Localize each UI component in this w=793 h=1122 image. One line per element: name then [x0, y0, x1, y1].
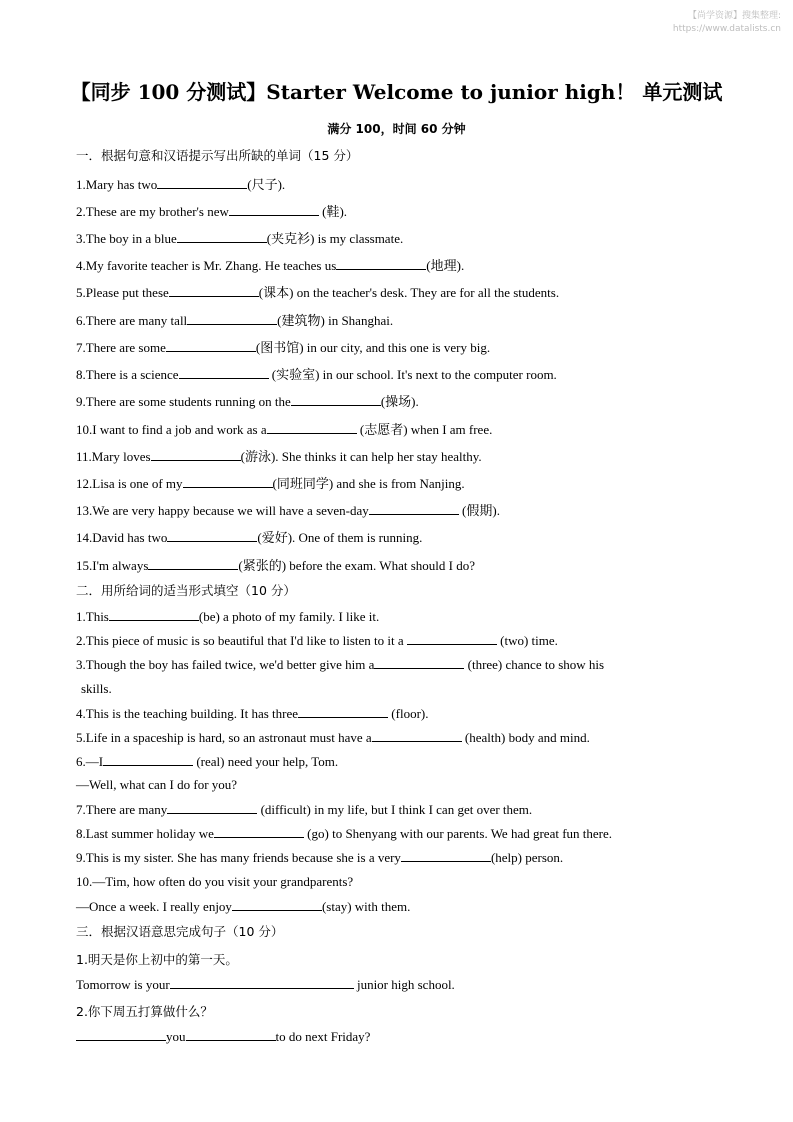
question-line: 9.There are some students running on the (操场). — [76, 394, 419, 409]
question-line: 7.There are many (difficult) in my life, but I think I can get over them. — [76, 802, 533, 817]
question-line: 3.Though the boy has failed twice, we'd better give him a (three) chance to show his — [76, 657, 605, 672]
answer-blank[interactable] — [109, 608, 199, 621]
section-2-heading: 二．用所给词的适当形式填空（10 分） — [76, 583, 296, 598]
question-line: 5.Life in a spaceship is hard, so an astronaut must have a (health) body and mind. — [76, 730, 590, 745]
answer-blank[interactable] — [103, 753, 193, 766]
question-line: 4.My favorite teacher is Mr. Zhang. He teaches us (地理). — [76, 258, 465, 273]
page-subtitle: 满分 100，时间 60 分钟 — [327, 122, 466, 136]
question-line: you to do next Friday? — [76, 1028, 370, 1045]
chinese-prompt: 2.你下周五打算做什么？ — [76, 1004, 213, 1019]
question-line: 1.This (be) a photo of my family. I like it. — [76, 609, 380, 624]
answer-blank[interactable] — [157, 176, 247, 189]
page-title: 【同步 100 分测试】Starter Welcome to junior high！ 单元测试 — [70, 80, 723, 104]
answer-blank[interactable] — [151, 448, 241, 461]
chinese-prompt: 1.明天是你上初中的第一天。 — [76, 952, 238, 967]
answer-blank[interactable] — [401, 849, 491, 862]
question-line: 9.This is my sister. She has many friends because she is a very (help) person. — [76, 850, 564, 865]
question-line: 8.Last summer holiday we (go) to Shenyang with our parents. We had great fun there. — [76, 826, 613, 841]
answer-blank[interactable] — [291, 393, 381, 406]
answer-blank[interactable] — [267, 421, 357, 434]
answer-blank[interactable] — [169, 284, 259, 297]
watermark-line-2: https://www.datalists.cn — [672, 24, 781, 34]
answer-blank[interactable] — [177, 230, 267, 243]
question-line: 6.—I (real) need your help, Tom. — [76, 754, 339, 769]
answer-blank[interactable] — [407, 632, 497, 645]
question-line: 8.There is a science (实验室) in our school. It's next to the computer room. — [76, 367, 557, 382]
answer-blank[interactable] — [170, 976, 354, 989]
question-line: 1.Mary has two (尺子). — [76, 177, 286, 192]
answer-blank[interactable] — [374, 656, 464, 669]
answer-blank[interactable] — [166, 339, 256, 352]
watermark — [673, 10, 781, 36]
question-line: —Once a week. I really enjoy (stay) with them. — [76, 899, 411, 914]
answer-blank[interactable] — [336, 257, 426, 270]
question-line: 14.David has two (爱好). One of them is running. — [76, 530, 423, 545]
question-line: 3.The boy in a blue (夹克衫) is my classmate. — [76, 231, 404, 246]
question-line: 13.We are very happy because we will have a seven-day (假期). — [76, 503, 500, 518]
answer-blank[interactable] — [232, 898, 322, 911]
dialogue-line: —Well, what can I do for you? — [76, 777, 238, 792]
question-line: 7.There are some (图书馆) in our city, and this one is very big. — [76, 340, 491, 355]
question-line: 5.Please put these (课本) on the teacher's desk. They are for all the students. — [76, 285, 560, 300]
answer-blank[interactable] — [186, 1028, 276, 1041]
answer-blank[interactable] — [183, 475, 273, 488]
question-line: 11.Mary loves (游泳). She thinks it can help her stay healthy. — [76, 449, 482, 464]
answer-blank[interactable] — [372, 729, 462, 742]
answer-blank[interactable] — [229, 203, 319, 216]
section-1-heading: 一．根据句意和汉语提示写出所缺的单词（15 分） — [76, 148, 359, 163]
question-line: 10.I want to find a job and work as a (志愿者) when I am free. — [76, 422, 493, 437]
question-line: 2.This piece of music is so beautiful that I'd like to listen to it a (two) time. — [76, 633, 558, 648]
answer-blank[interactable] — [214, 825, 304, 838]
answer-blank[interactable] — [298, 705, 388, 718]
answer-blank[interactable] — [167, 529, 257, 542]
answer-blank[interactable] — [167, 801, 257, 814]
answer-blank[interactable] — [369, 502, 459, 515]
answer-blank[interactable] — [76, 1028, 166, 1041]
question-line: 12.Lisa is one of my (同班同学) and she is from Nanjing. — [76, 476, 465, 491]
dialogue-line: 10.—Tim, how often do you visit your grandparents? — [76, 874, 354, 889]
watermark-line-1: 【尚学资源】搜集整理: — [687, 11, 781, 21]
answer-blank[interactable] — [179, 366, 269, 379]
answer-blank[interactable] — [187, 312, 277, 325]
question-line: 15.I'm always (紧张的) before the exam. What should I do? — [76, 558, 475, 573]
question-line: 4.This is the teaching building. It has three (floor). — [76, 706, 429, 721]
section-3-heading: 三．根据汉语意思完成句子（10 分） — [76, 924, 284, 939]
question-line: 2.These are my brother's new (鞋). — [76, 204, 348, 219]
answer-blank[interactable] — [148, 557, 238, 570]
question-line: Tomorrow is your junior high school. — [76, 977, 455, 992]
question-line: 6.There are many tall (建筑物) in Shanghai. — [76, 313, 394, 328]
question-line-continued: skills. — [81, 681, 112, 696]
